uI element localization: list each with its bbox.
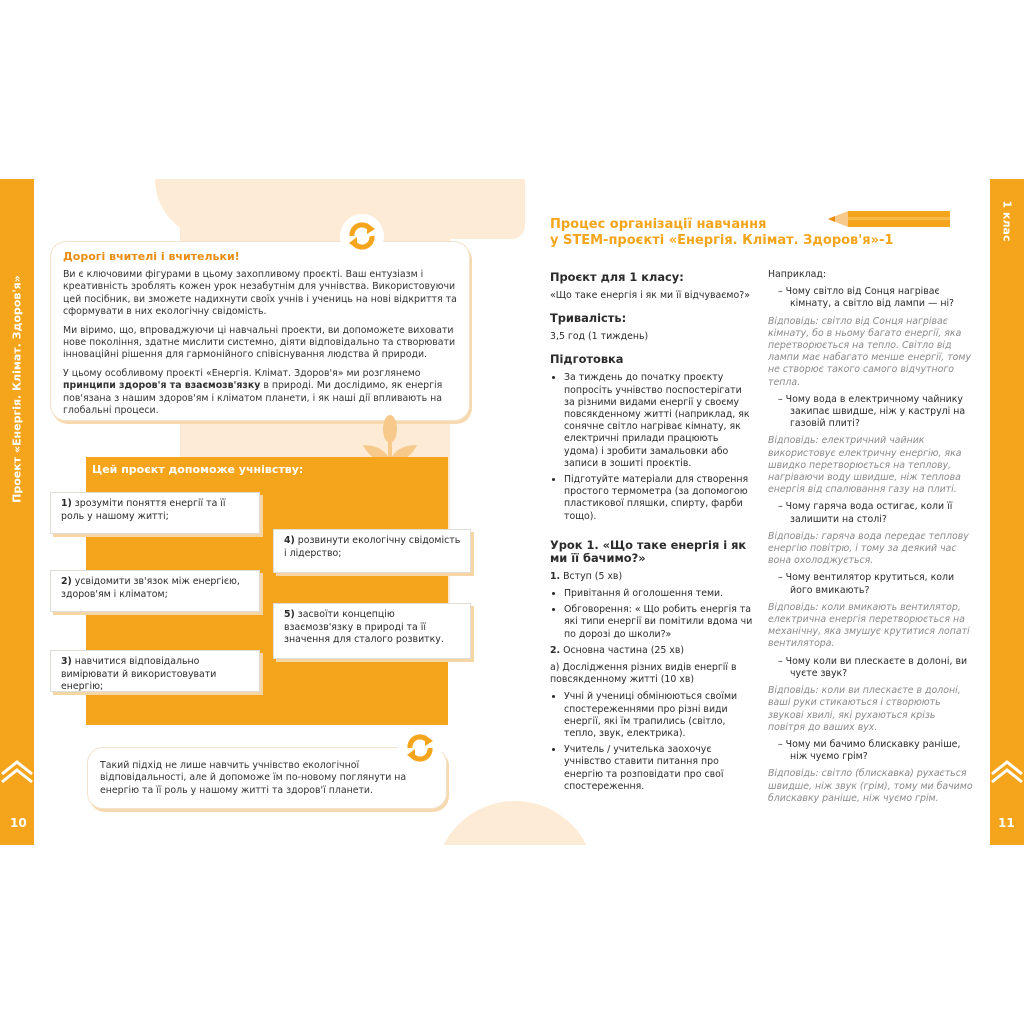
duration-heading: Тривалість: [550,311,627,326]
intro-paragraph: Ви є ключовими фігурами в цьому захопливому проєкті. Ваш ентузіазм і креативність зроблять кожен урок незабутнім для учнівства. Використовуючи цей посібник, ви зможете надихнути своїх учнів і учениць на нові відкриття та сформувати в них екологічну свідомість. [63,269,457,318]
project-heading: Проєкт для 1 класу: [550,270,684,284]
lesson-heading: Урок 1. «Що таке енергія і як ми її бачимо?» [550,537,747,565]
intro-bold-phrase: принципи здоров'я та взаємозв'язку [63,380,261,392]
right-side-label: 1 клас [1000,200,1014,242]
answer: Відповідь: світло від Сонця нагріває кімнату, бо в ньому багато енергії, яка перетворюється на тепло. Світло від лампи має набагато менше енергії, тому не створює такого самого відчутного тепла. [768,315,972,388]
question: – Чому ми бачимо блискавку раніше, ніж чуємо грім? [778,738,961,763]
question: – Чому гаряча вода остигає, коли її залишити на столі? [778,501,953,525]
prep-list [550,372,755,522]
list-item: • За тиждень до початку проєкту попросіть учнівство поспостерігати за різними видами енергії у своєму повсякденному житті (наприклад, як сонячне світло нагріває кімнату, як електричні прилади працюють удома) і зробити замальовки або записи в зошиті проєктів. [564,372,755,470]
right-side-bar [990,179,1024,845]
goal-item: 3) навчитися відповідально вимірювати й використовувати енергію; [50,650,260,692]
answer: Відповідь: світло (блискавка) рухається швидше, ніж звук (грім), тому ми бачимо блискавку раніше, ніж чуємо грім. [768,768,973,804]
lesson-step: 2. Основна частина (25 хв) [550,644,685,656]
answer: Відповідь: електричний чайник використовує електричну енергію, яка швидко перетворюється на теплову, нагріваючи воду швидше, ніж теплова енергія від спалювання газу на плиті. [768,435,962,496]
recycle-arrows-icon [340,214,384,258]
step1-list [550,588,755,641]
example-label: Наприклад: [768,269,827,280]
answer: Відповідь: коли вмикають вентилятор, електрична енергія перетворюється на механічну, яка змушує крутитися лопаті вентилятора. [768,601,970,650]
goal-item: 5) засвоїти концепцію взаємозв'язку в природі та її значення для сталого розвитку. [273,603,471,659]
question: – Чому коли ви плескаєте в долоні, ви чуєте звук? [778,655,968,679]
lesson-substep: а) Дослідження різних видів енергії в повсякденному житті (10 хв) [550,662,737,686]
answer: Відповідь: коли ви плескаєте в долоні, ваші руки стикаються і створюють звукові хвилі, які рухаються крізь повітря до ваших вух. [768,685,961,733]
answer: Відповідь: гаряча вода передає теплову енергію повітрю, і тому за деякий час вона охолоджується. [768,530,969,567]
decor-blob [435,801,595,845]
goal-item: 4) розвинути екологічну свідомість і лідерство; [273,529,471,573]
intro-card [50,241,470,421]
list-item: • Привітання й оголошення теми. [564,588,755,600]
goal-item: 2) усвідомити зв'язок між енергією, здоров'ям і кліматом; [50,570,260,612]
question: – Чому вентилятор крутиться, коли його вмикають? [778,572,955,596]
page-title: Процес організації навчання у STEM-проєкті «Енергія. Клімат. Здоров'я»-1 [550,217,894,248]
intro-title: Дорогі вчителі і вчительки! [63,250,240,263]
question: – Чому світло від Сонця нагріває кімнату, а світло від лампи — ні? [778,286,955,310]
left-page-number: 10 [10,816,27,830]
project-text: «Що таке енергія і як ми її відчуваємо?» [550,290,750,301]
prep-heading: Підготовка [550,352,624,367]
duration-text: 3,5 год (1 тиждень) [550,331,649,343]
chevron-up-icon [0,754,34,788]
right-page-number: 11 [998,816,1015,830]
list-item: • Учитель / учителька заохочує учнівство ставити питання про енергію та розповідати про свої спостереження. [564,744,755,793]
lesson-step: 1. Вступ (5 хв) [550,570,623,582]
goals-title: Цей проєкт допоможе учнівству: [92,463,304,476]
book-spread [0,179,1024,845]
qa-column [768,269,973,810]
list-item: • Підготуйте матеріали для створення простого термометра (за допомогою пластикової пляшки, спирту, фарби тощо). [564,474,755,523]
list-item: • Обговорення: « Що робить енергія та які типи енергії ви помітили вдома чи по дорозі до школи?» [564,604,755,641]
chevron-up-icon [990,754,1024,788]
intro-paragraph: У цьому особливому проєкті «Енергія. Клімат. Здоров'я» ми розглянемо принципи здоров'я та взаємозв'язку в природі. Ми дослідимо, як енергія пов'язана з нашим здоров'ям і кліматом планети, і як наші дії впливають на глобальні процеси. [63,367,443,417]
question: – Чому вода в електричному чайнику закипає швидше, ніж у каструлі на газовій плиті? [778,393,966,430]
left-side-label: Проект «Енергія. Клімат. Здоров'я» [10,275,24,503]
intro-paragraph: Ми віримо, що, впроваджуючи ці навчальні проекти, ви допоможете виховати нове покоління, здатне мислити системно, діяти відповідально та створювати інноваційні рішення для гармонійного співіснування людства й природи. [63,324,456,361]
goal-item: 1) зрозуміти поняття енергії та її роль у нашому житті; [50,492,260,534]
recycle-arrows-icon [398,726,442,770]
lesson-column [550,261,755,797]
step2-list [550,691,755,793]
closing-text: Такий підхід не лише навчить учнівство екологічної відповідальності, але й допоможе їм по-новому поглянути на енергію та її роль у нашому житті та здоров'ї планети. [100,760,407,796]
list-item: • Учні й учениці обмінюються своїми спостереженнями про різні види енергії, які їм трапились (світло, тепло, звук, електрика). [564,691,755,740]
closing-card [87,747,447,809]
